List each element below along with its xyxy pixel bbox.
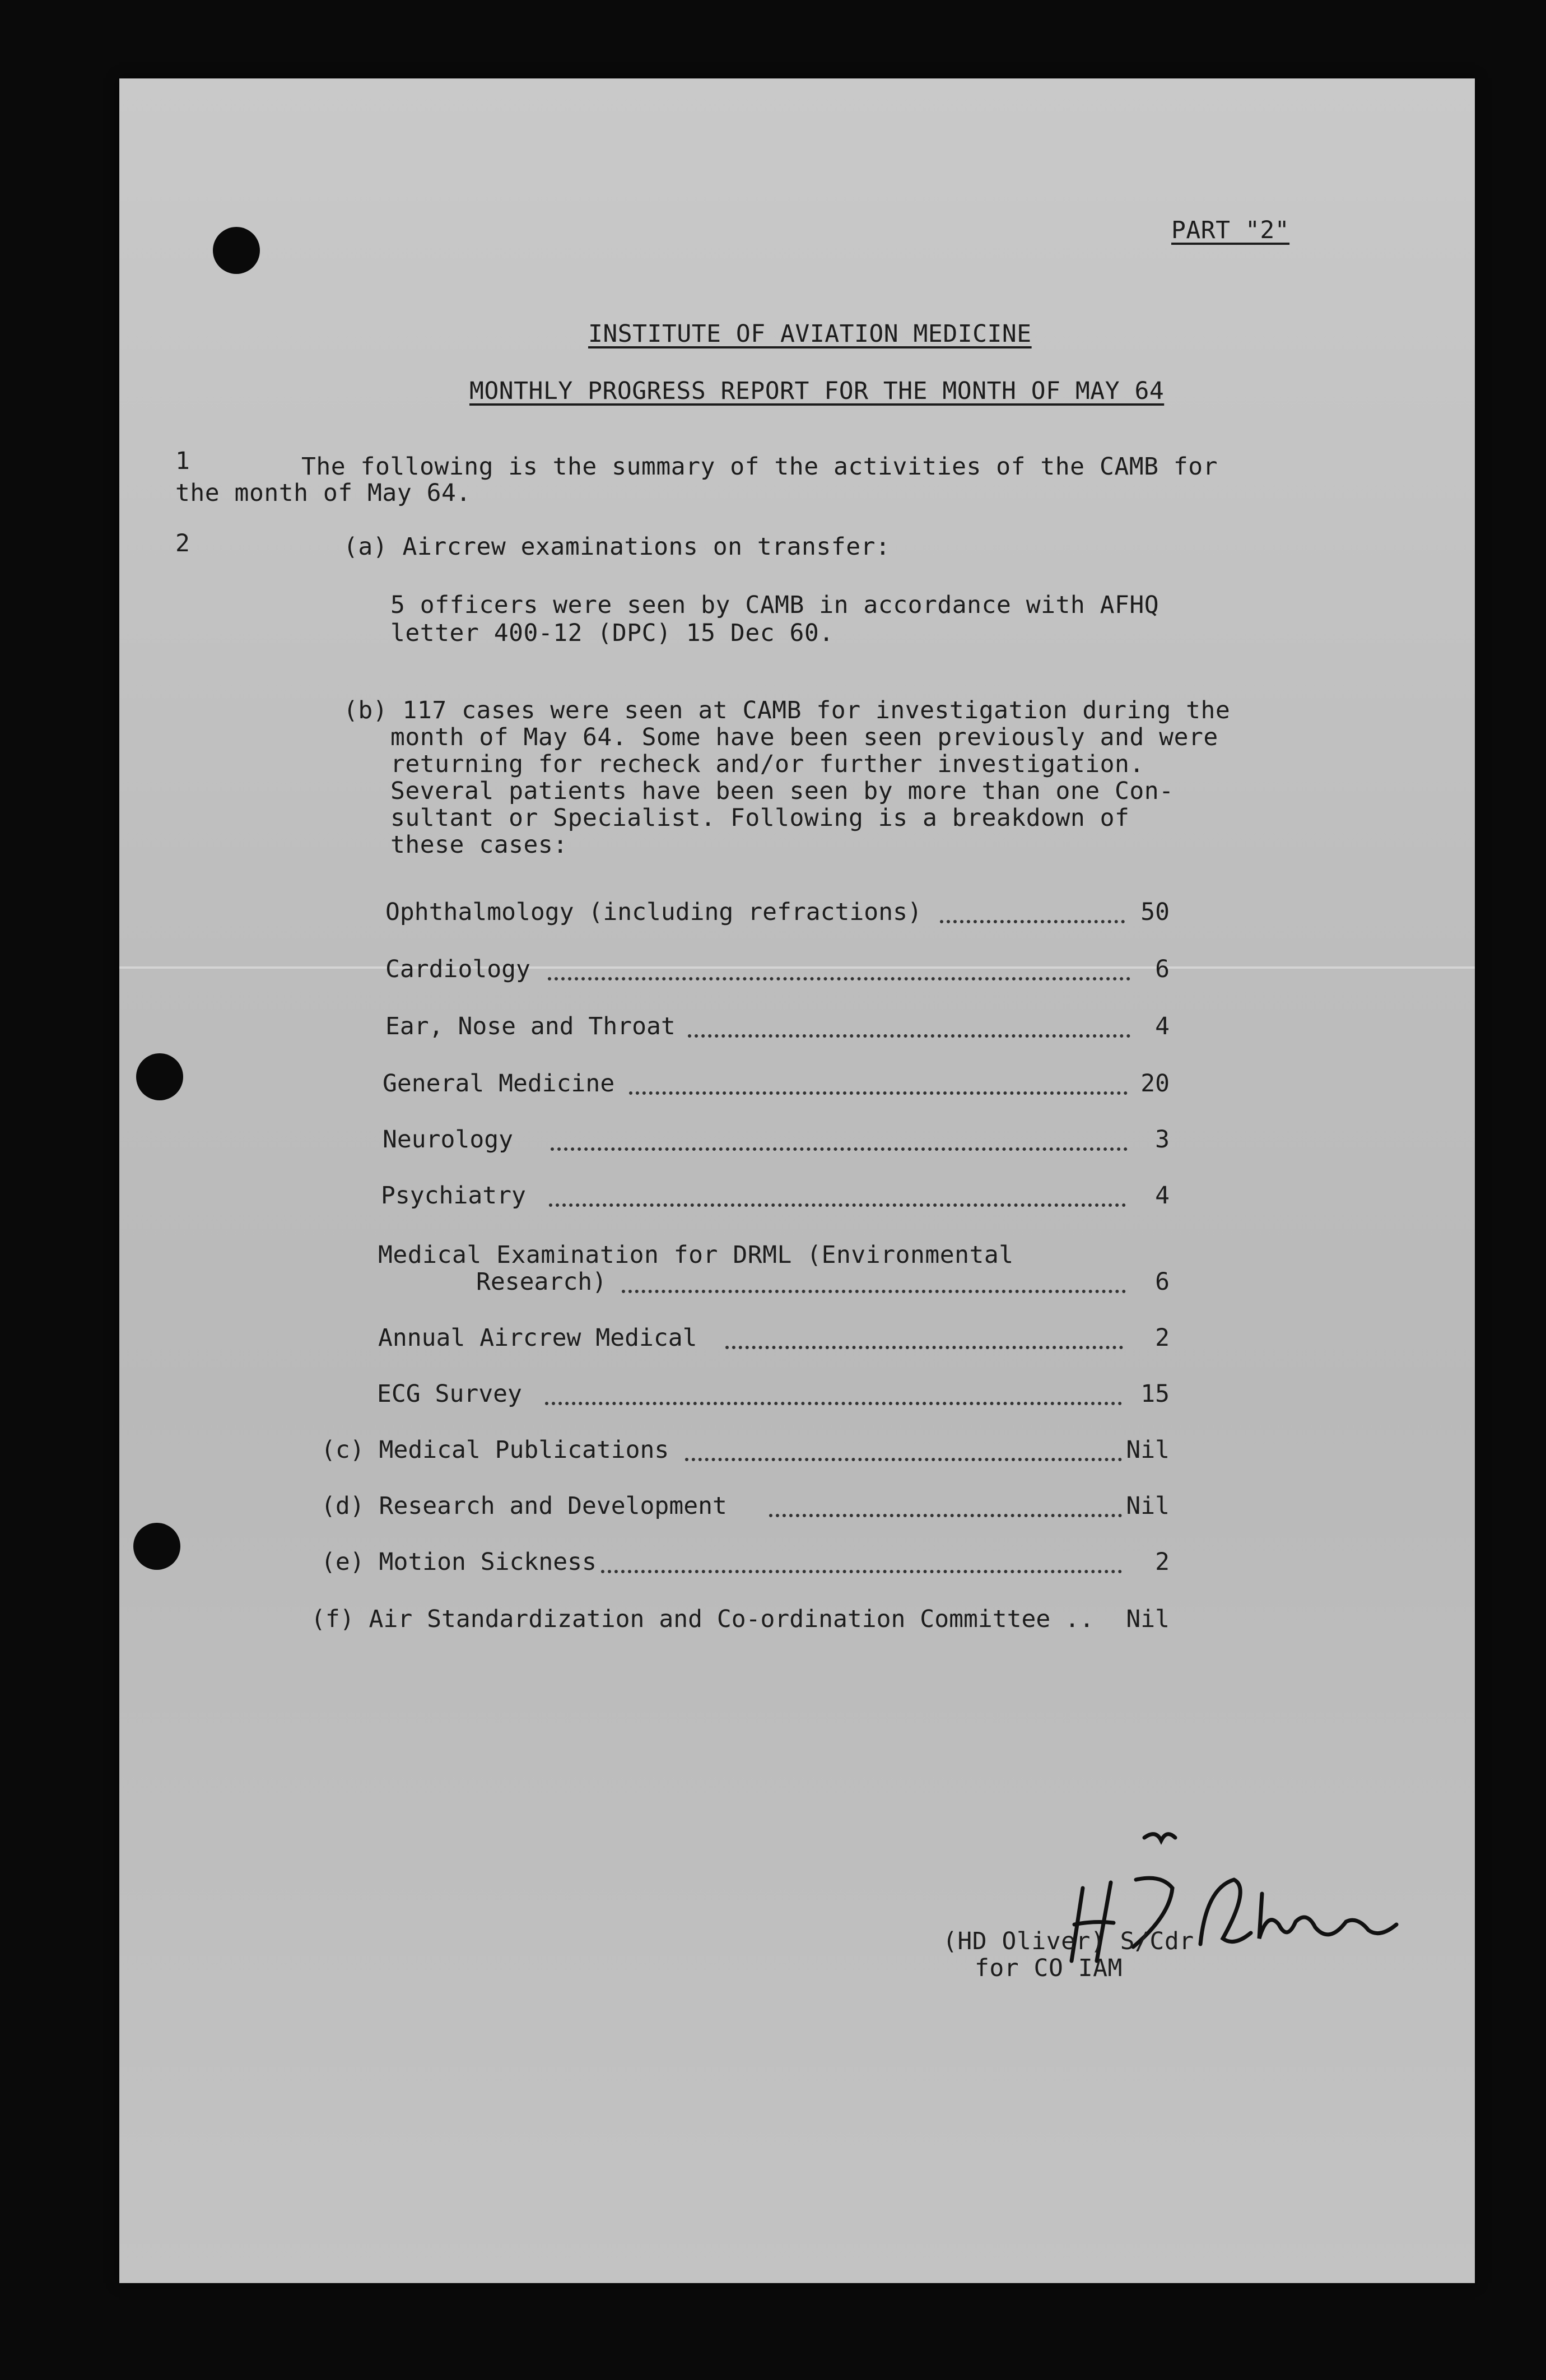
breakdown-row bbox=[381, 1180, 1170, 1211]
para2b-line: Several patients have been seen by more than one Con- bbox=[390, 777, 1174, 805]
item-value: Nil bbox=[1126, 1605, 1170, 1633]
leader-dots bbox=[549, 1172, 1126, 1207]
institute-title: INSTITUTE OF AVIATION MEDICINE bbox=[588, 320, 1032, 348]
signatory-for-line: for CO IAM bbox=[975, 1954, 1123, 1982]
para2-number: 2 bbox=[175, 529, 190, 557]
leader-dots bbox=[545, 1370, 1122, 1405]
item-label: (d) Research and Development bbox=[321, 1492, 727, 1520]
breakdown-value: 50 bbox=[1140, 898, 1170, 926]
breakdown-row bbox=[383, 1068, 1170, 1099]
breakdown-row bbox=[476, 1266, 1170, 1298]
document-page bbox=[119, 78, 1475, 2283]
part-label: PART "2" bbox=[1171, 216, 1290, 244]
para1-line2: the month of May 64. bbox=[175, 479, 471, 507]
breakdown-label: Neurology bbox=[383, 1126, 513, 1154]
para2b-line: these cases: bbox=[390, 831, 568, 859]
breakdown-row bbox=[377, 1378, 1170, 1410]
breakdown-value: 15 bbox=[1140, 1380, 1170, 1408]
leader-dots bbox=[688, 1003, 1130, 1038]
breakdown-label: Annual Aircrew Medical bbox=[378, 1324, 697, 1352]
signatory-name: (HD Oliver) S/Cdr bbox=[943, 1927, 1194, 1955]
breakdown-value: 20 bbox=[1140, 1070, 1170, 1098]
leader-dots bbox=[940, 889, 1125, 923]
para2a-line2: letter 400-12 (DPC) 15 Dec 60. bbox=[390, 619, 834, 647]
breakdown-row bbox=[385, 954, 1170, 985]
item-label: (c) Medical Publications bbox=[321, 1436, 669, 1464]
breakdown-label: Medical Examination for DRML (Environmental bbox=[378, 1241, 1014, 1269]
item-row bbox=[321, 1546, 1170, 1578]
breakdown-value: 6 bbox=[1155, 955, 1170, 983]
punch-hole bbox=[133, 1523, 180, 1570]
leader-dots bbox=[725, 1314, 1123, 1349]
para2b-line: returning for recheck and/or further investigation. bbox=[390, 750, 1144, 778]
punch-hole bbox=[213, 227, 260, 274]
leader-dots bbox=[769, 1482, 1122, 1517]
breakdown-row bbox=[385, 896, 1170, 928]
para2a-label: (a) Aircrew examinations on transfer: bbox=[343, 533, 891, 561]
breakdown-label: Psychiatry bbox=[381, 1182, 526, 1210]
breakdown-value: 4 bbox=[1155, 1012, 1170, 1040]
report-title: MONTHLY PROGRESS REPORT FOR THE MONTH OF MAY 64 bbox=[469, 377, 1165, 405]
breakdown-row bbox=[378, 1322, 1170, 1354]
breakdown-label: Cardiology bbox=[385, 955, 530, 983]
item-row bbox=[311, 1603, 1170, 1635]
leader-dots bbox=[551, 1116, 1128, 1151]
para2b-line: month of May 64. Some have been seen previously and were bbox=[390, 723, 1218, 751]
breakdown-row bbox=[383, 1124, 1170, 1155]
leader-dots bbox=[629, 1060, 1128, 1095]
para2a-line1: 5 officers were seen by CAMB in accordance with AFHQ bbox=[390, 591, 1160, 619]
item-label: (f) Air Standardization and Co-ordination Committee .. bbox=[311, 1605, 1094, 1633]
breakdown-value: 4 bbox=[1155, 1182, 1170, 1210]
breakdown-label-continued: Research) bbox=[476, 1268, 607, 1296]
item-value: Nil bbox=[1126, 1492, 1170, 1520]
para1-line1: The following is the summary of the activities of the CAMB for bbox=[301, 453, 1218, 481]
leader-dots bbox=[685, 1426, 1122, 1461]
para2b-line: sultant or Specialist. Following is a breakdown of bbox=[390, 804, 1130, 832]
breakdown-label: Ear, Nose and Throat bbox=[385, 1012, 676, 1040]
leader-dots bbox=[601, 1538, 1122, 1573]
item-value: 2 bbox=[1155, 1548, 1170, 1576]
breakdown-label: Ophthalmology (including refractions) bbox=[385, 898, 922, 926]
item-row bbox=[321, 1490, 1170, 1522]
breakdown-label: ECG Survey bbox=[377, 1380, 522, 1408]
punch-hole bbox=[136, 1053, 183, 1100]
breakdown-value: 6 bbox=[1155, 1268, 1170, 1296]
item-value: Nil bbox=[1126, 1436, 1170, 1464]
breakdown-label: General Medicine bbox=[383, 1070, 615, 1098]
breakdown-value: 2 bbox=[1155, 1324, 1170, 1352]
item-row bbox=[321, 1434, 1170, 1466]
para2b-line: (b) 117 cases were seen at CAMB for investigation during the bbox=[343, 696, 1231, 724]
leader-dots bbox=[548, 946, 1130, 980]
leader-dots bbox=[622, 1258, 1126, 1293]
breakdown-row bbox=[385, 1011, 1170, 1042]
para1-number: 1 bbox=[175, 447, 190, 475]
item-label: (e) Motion Sickness bbox=[321, 1548, 597, 1576]
breakdown-value: 3 bbox=[1155, 1126, 1170, 1154]
